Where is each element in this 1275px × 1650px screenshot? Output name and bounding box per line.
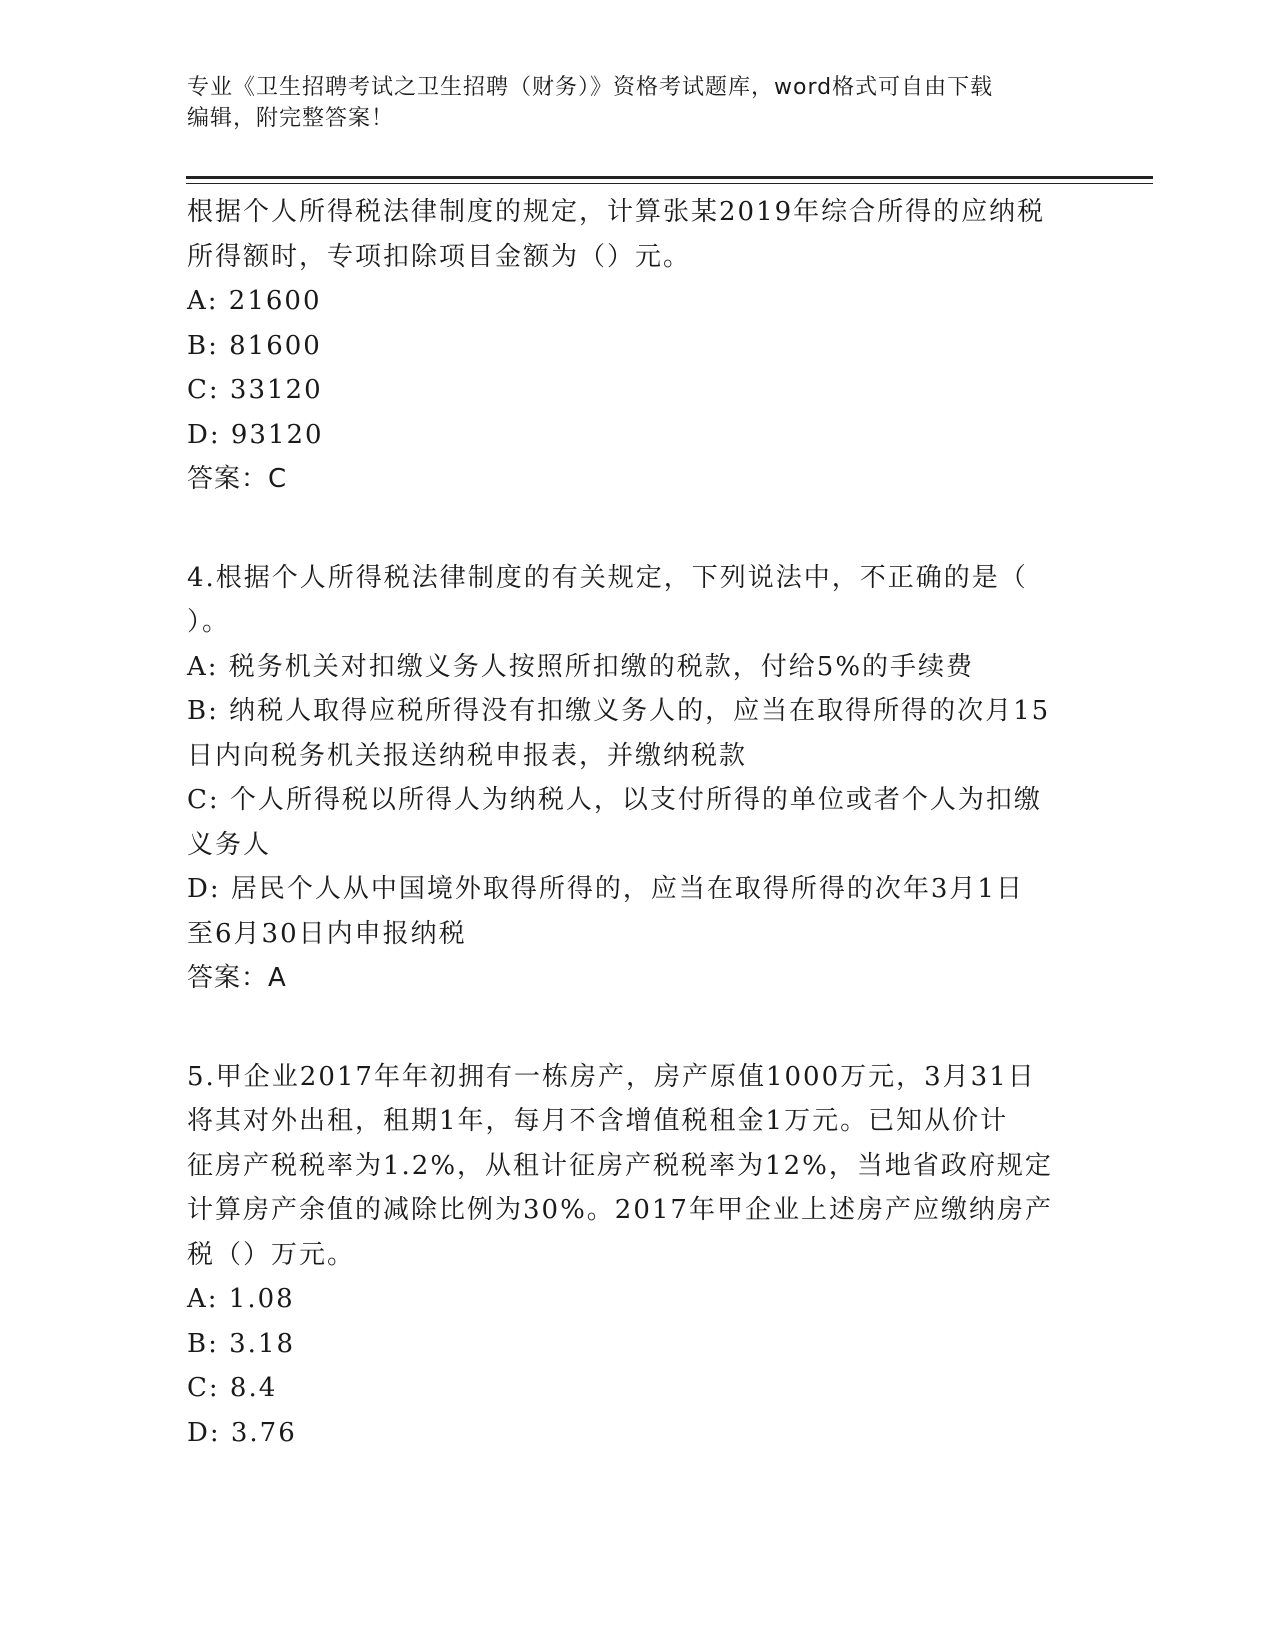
document-header	[187, 72, 1087, 134]
option-b: B: 纳税人取得应税所得没有扣缴义务人的，应当在取得所得的次月15	[187, 696, 1051, 726]
question-5	[187, 1055, 1087, 1456]
option-d: D: 93120	[187, 419, 324, 450]
question-text-line: 5.甲企业2017年年初拥有一栋房产，房产原值1000万元，3月31日	[187, 1061, 1036, 1092]
option-a: A: 税务机关对扣缴义务人按照所扣缴的税款，付给5%的手续费	[187, 651, 975, 682]
question-text-line: 将其对外出租，租期1年，每月不含增值税租金1万元。已知从价计	[187, 1106, 1009, 1136]
header-line-2: 编辑，附完整答案！	[187, 106, 395, 131]
question-text-line: 税（）万元。	[187, 1239, 356, 1270]
option-c: C: 个人所得税以所得人为纳税人，以支付所得的单位或者个人为扣缴	[187, 785, 1042, 815]
question-text-line: 4.根据个人所得税法律制度的有关规定，下列说法中，不正确的是（	[187, 562, 1028, 593]
question-spacer	[187, 502, 1087, 556]
option-d-continued: 至6月30日内申报纳税	[187, 918, 467, 949]
option-c: C: 8.4	[187, 1373, 278, 1403]
header-divider-thin	[186, 183, 1153, 184]
answer-label: 答案：C	[187, 464, 288, 494]
option-c-continued: 义务人	[187, 829, 272, 860]
option-b-continued: 日内向税务机关报送纳税申报表，并缴纳税款	[187, 740, 748, 771]
header-line-1: 专业《卫生招聘考试之卫生招聘（财务）》资格考试题库，word格式可自由下载	[187, 75, 994, 100]
question-4	[187, 556, 1087, 1001]
question-3	[187, 190, 1087, 502]
question-text-line: 根据个人所得税法律制度的规定，计算张某2019年综合所得的应纳税	[187, 197, 1046, 227]
option-a: A: 21600	[187, 286, 322, 316]
question-text-line: 征房产税税率为1.2%，从租计征房产税税率为12%，当地省政府规定	[187, 1150, 1053, 1181]
option-a: A: 1.08	[187, 1284, 295, 1314]
option-d: D: 3.76	[187, 1417, 297, 1448]
option-b: B: 3.18	[187, 1328, 296, 1359]
option-c: C: 33120	[187, 375, 323, 405]
answer-label: 答案：A	[187, 963, 287, 993]
question-text-line: 计算房产余值的减除比例为30%。2017年甲企业上述房产应缴纳房产	[187, 1195, 1053, 1225]
question-list	[187, 190, 1087, 1455]
option-d: D: 居民个人从中国境外取得所得的，应当在取得所得的次年3月1日	[187, 874, 1024, 904]
option-b: B: 81600	[187, 330, 322, 361]
question-text-line: 所得额时，专项扣除项目金额为（）元。	[187, 241, 692, 272]
question-text-line: ）。	[187, 607, 231, 637]
question-spacer	[187, 1001, 1087, 1055]
header-divider-thick	[186, 176, 1153, 179]
